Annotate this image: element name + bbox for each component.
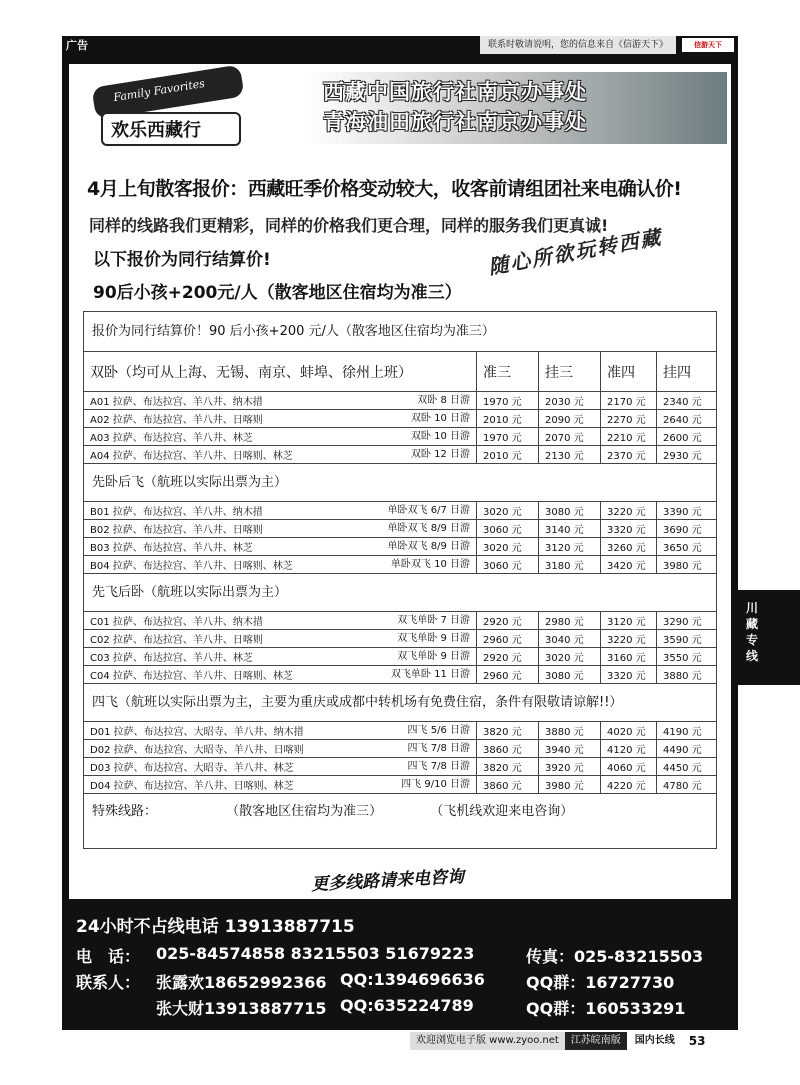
header-zhunsan: 准三	[477, 352, 539, 391]
route-duration: 单卧双飞 8/9 日游	[387, 541, 470, 552]
price-cell: 3860 元	[477, 776, 539, 793]
footer	[410, 1032, 712, 1050]
side-tab	[738, 590, 800, 685]
qq-1: QQ:1394696636	[340, 970, 485, 989]
ad-frame	[62, 54, 738, 1030]
route-cell	[84, 758, 477, 775]
price-cell: 3590 元	[663, 635, 702, 646]
route-cell	[84, 428, 477, 445]
price-table	[83, 311, 717, 849]
route-cell	[84, 776, 477, 793]
price-cell: 2920 元	[477, 648, 539, 665]
price-cell: 3140 元	[539, 520, 601, 537]
agency-name-1: 西藏中国旅行社南京办事处	[323, 80, 587, 104]
route-cell	[84, 502, 477, 519]
child-note: 90后小孩+200元/人（散客地区住宿均为准三）	[93, 283, 462, 303]
route-name: B03 拉萨、布达拉宫、羊八井、林芝	[90, 543, 253, 554]
special-note-1: （散客地区住宿均为准三）	[226, 804, 383, 819]
route-name: B02 拉萨、布达拉宫、羊八井、日喀则	[90, 525, 263, 536]
route-duration: 四飞 9/10 日游	[401, 779, 470, 790]
table-row	[84, 630, 716, 648]
price-cell: 2130 元	[539, 446, 601, 463]
route-cell	[84, 740, 477, 757]
price-cell: 3020 元	[477, 538, 539, 555]
price-cell: 3040 元	[539, 630, 601, 647]
price-cell: 4220 元	[601, 776, 657, 793]
content-panel	[69, 64, 731, 899]
route-cell	[84, 520, 477, 537]
footer-section: 国内长线	[634, 1035, 675, 1046]
route-cell	[84, 392, 477, 409]
route-cell	[84, 556, 477, 573]
price-cell: 2370 元	[601, 446, 657, 463]
price-cell: 3980 元	[539, 776, 601, 793]
price-cell: 3020 元	[539, 648, 601, 665]
table-row	[84, 392, 716, 410]
route-duration: 双卧 10 日游	[410, 431, 470, 442]
price-cell: 2170 元	[601, 392, 657, 409]
table-row	[84, 410, 716, 428]
route-duration: 四飞 5/6 日游	[407, 725, 470, 736]
price-cell: 2030 元	[539, 392, 601, 409]
source-note: 联系时敬请说明，您的信息来自《信游天下》	[480, 36, 676, 54]
price-cell: 3550 元	[663, 653, 702, 664]
brand-logo	[93, 76, 243, 156]
route-name: B01 拉萨、布达拉宫、羊八井、纳木措	[90, 507, 263, 518]
route-name: A04 拉萨、布达拉宫、羊八井、日喀则、林芝	[90, 451, 293, 462]
table-row	[84, 648, 716, 666]
table-caption: 报价为同行结算价！90 后小孩+200 元/人（散客地区住宿均为准三）	[84, 312, 716, 352]
price-cell: 2980 元	[539, 612, 601, 629]
price-cell: 3880 元	[539, 722, 601, 739]
phone-numbers: 025-84574858 83215503 51679223	[156, 944, 475, 963]
price-cell: 4780 元	[663, 781, 702, 792]
price-cell: 3080 元	[539, 502, 601, 519]
special-label: 特殊线路：	[92, 804, 158, 819]
price-cell: 3880 元	[663, 671, 702, 682]
price-cell: 4450 元	[663, 763, 702, 774]
price-cell: 2090 元	[539, 410, 601, 427]
price-cell: 2270 元	[601, 410, 657, 427]
brand-band-text: Family Favorites	[112, 76, 206, 105]
price-cell: 3940 元	[539, 740, 601, 757]
special-routes	[84, 794, 716, 830]
route-name: C03 拉萨、布达拉宫、羊八井、林芝	[90, 653, 253, 664]
route-duration: 双卧 12 日游	[410, 449, 470, 460]
page-number: 53	[688, 1034, 706, 1048]
route-cell	[84, 666, 477, 683]
price-cell: 3060 元	[477, 556, 539, 573]
price-cell: 4060 元	[601, 758, 657, 775]
agency-header	[307, 72, 727, 144]
route-name: D02 拉萨、布达拉宫、大昭寺、羊八井、日喀则	[90, 745, 304, 756]
table-row	[84, 538, 716, 556]
price-cell: 3180 元	[539, 556, 601, 573]
price-cell: 3020 元	[477, 502, 539, 519]
price-cell: 2010 元	[477, 446, 539, 463]
header-guasan: 挂三	[539, 352, 601, 391]
price-cell: 3390 元	[663, 507, 702, 518]
price-cell: 3120 元	[601, 612, 657, 629]
tagline: 同样的线路我们更精彩，同样的价格我们更合理，同样的服务我们更真诚!	[89, 216, 609, 235]
route-name: A01 拉萨、布达拉宫、羊八井、纳木措	[90, 397, 263, 408]
table-row	[84, 502, 716, 520]
route-name: D03 拉萨、布达拉宫、大昭寺、羊八井、林芝	[90, 763, 294, 774]
table-row	[84, 776, 716, 794]
route-duration: 单卧双飞 8/9 日游	[387, 523, 470, 534]
price-cell: 3060 元	[477, 520, 539, 537]
price-cell: 3080 元	[539, 666, 601, 683]
table-row	[84, 722, 716, 740]
footer-site: 欢迎浏览电子版 www.zyoo.net	[410, 1032, 565, 1050]
route-cell	[84, 446, 477, 463]
price-cell: 3980 元	[663, 561, 702, 572]
contact-label: 联系人：	[76, 973, 141, 992]
route-name: D04 拉萨、布达拉宫、羊八井、日喀则、林芝	[90, 781, 294, 792]
price-cell: 3820 元	[477, 722, 539, 739]
section-b-title: 先卧后飞（航班以实际出票为主）	[84, 464, 716, 502]
route-cell	[84, 722, 477, 739]
price-cell: 2340 元	[663, 397, 702, 408]
contact-person-1: 张露欢18652992366	[156, 973, 327, 992]
price-cell: 2960 元	[477, 666, 539, 683]
table-row	[84, 556, 716, 574]
section-c-title: 先飞后卧（航班以实际出票为主）	[84, 574, 716, 612]
route-duration: 双飞单卧 7 日游	[397, 615, 470, 626]
price-cell: 4190 元	[663, 727, 702, 738]
qq-group-2: QQ群：160533291	[526, 999, 686, 1018]
footer-edition: 江苏皖南版	[565, 1032, 627, 1050]
section-d-title: 四飞（航班以实际出票为主，主要为重庆或成都中转机场有免费住宿，条件有限敬请谅解!!）	[84, 684, 716, 722]
route-name: A03 拉萨、布达拉宫、羊八井、林芝	[90, 433, 253, 444]
price-cell: 3420 元	[601, 556, 657, 573]
qq-2: QQ:635224789	[340, 996, 474, 1015]
price-cell: 3860 元	[477, 740, 539, 757]
magazine-logo: 信游天下	[682, 38, 734, 52]
price-cell: 3320 元	[601, 666, 657, 683]
table-row	[84, 666, 716, 684]
price-cell: 3650 元	[663, 543, 702, 554]
route-duration: 双卧 10 日游	[410, 413, 470, 424]
price-cell: 2600 元	[663, 433, 702, 444]
price-cell: 3220 元	[601, 502, 657, 519]
agency-name-2: 青海油田旅行社南京办事处	[323, 110, 587, 134]
route-cell	[84, 648, 477, 665]
table-header	[84, 352, 716, 392]
table-row	[84, 428, 716, 446]
price-cell: 2930 元	[663, 451, 702, 462]
route-cell	[84, 538, 477, 555]
table-row	[84, 740, 716, 758]
ad-tag: 广告	[66, 39, 88, 52]
price-cell: 4020 元	[601, 722, 657, 739]
price-cell: 3320 元	[601, 520, 657, 537]
price-cell: 3820 元	[477, 758, 539, 775]
header-route: 双卧（均可从上海、无锡、南京、蚌埠、徐州上班）	[84, 352, 477, 391]
route-cell	[84, 630, 477, 647]
fax: 传真：025-83215503	[526, 947, 704, 966]
hotline: 24小时不占线电话 13913887715	[76, 917, 355, 937]
table-row	[84, 612, 716, 630]
more-routes-banner: 更多线路请来电咨询	[300, 859, 474, 897]
contact-person-2: 张大财13913887715	[156, 999, 327, 1018]
price-cell: 2070 元	[539, 428, 601, 445]
price-note: 以下报价为同行结算价!	[93, 250, 271, 270]
headline: 4月上旬散客报价：西藏旺季价格变动较大，收客前请组团社来电确认价!	[87, 178, 682, 200]
header-guasi: 挂四	[663, 364, 691, 381]
price-cell: 2210 元	[601, 428, 657, 445]
price-cell: 3690 元	[663, 525, 702, 536]
group-a	[84, 392, 716, 464]
group-c	[84, 612, 716, 684]
header-zhunsi: 准四	[601, 352, 657, 391]
special-note-2: （飞机线欢迎来电咨询）	[430, 804, 574, 819]
price-cell: 2920 元	[477, 612, 539, 629]
price-cell: 3290 元	[663, 617, 702, 628]
route-name: B04 拉萨、布达拉宫、羊八井、日喀则、林芝	[90, 561, 293, 572]
price-cell: 1970 元	[477, 428, 539, 445]
price-cell: 2640 元	[663, 415, 702, 426]
route-duration: 双飞单卧 11 日游	[390, 669, 470, 680]
qq-group-1: QQ群：16727730	[526, 973, 675, 992]
price-cell: 3120 元	[539, 538, 601, 555]
route-name: C04 拉萨、布达拉宫、羊八井、日喀则、林芝	[90, 671, 293, 682]
price-cell: 3260 元	[601, 538, 657, 555]
route-duration: 双飞单卧 9 日游	[397, 651, 470, 662]
price-cell: 2960 元	[477, 630, 539, 647]
route-duration: 双飞单卧 9 日游	[397, 633, 470, 644]
price-cell: 1970 元	[477, 392, 539, 409]
route-name: D01 拉萨、布达拉宫、大昭寺、羊八井、纳木措	[90, 727, 304, 738]
top-bar	[62, 36, 738, 54]
route-name: A02 拉萨、布达拉宫、羊八井、日喀则	[90, 415, 263, 426]
route-duration: 四飞 7/8 日游	[407, 743, 470, 754]
price-cell: 2010 元	[477, 410, 539, 427]
price-cell: 3920 元	[539, 758, 601, 775]
route-cell	[84, 612, 477, 629]
table-row	[84, 446, 716, 464]
group-b	[84, 502, 716, 574]
route-duration: 双卧 8 日游	[417, 395, 470, 406]
route-name: C02 拉萨、布达拉宫、羊八井、日喀则	[90, 635, 263, 646]
route-duration: 单卧双飞 6/7 日游	[387, 505, 470, 516]
group-d	[84, 722, 716, 794]
route-duration: 四飞 7/8 日游	[407, 761, 470, 772]
table-row	[84, 520, 716, 538]
route-cell	[84, 410, 477, 427]
price-cell: 3160 元	[601, 648, 657, 665]
price-cell: 4490 元	[663, 745, 702, 756]
phone-label: 电 话：	[76, 947, 141, 966]
route-duration: 单卧双飞 10 日游	[390, 559, 470, 570]
price-cell: 3220 元	[601, 630, 657, 647]
side-tab-label: 川藏专线	[746, 601, 759, 663]
brand-ribbon-text: 欢乐西藏行	[111, 120, 201, 141]
table-row	[84, 758, 716, 776]
route-name: C01 拉萨、布达拉宫、羊八井、纳木措	[90, 617, 263, 628]
slogan: 随心所欲玩转西藏	[486, 224, 665, 280]
price-cell: 4120 元	[601, 740, 657, 757]
